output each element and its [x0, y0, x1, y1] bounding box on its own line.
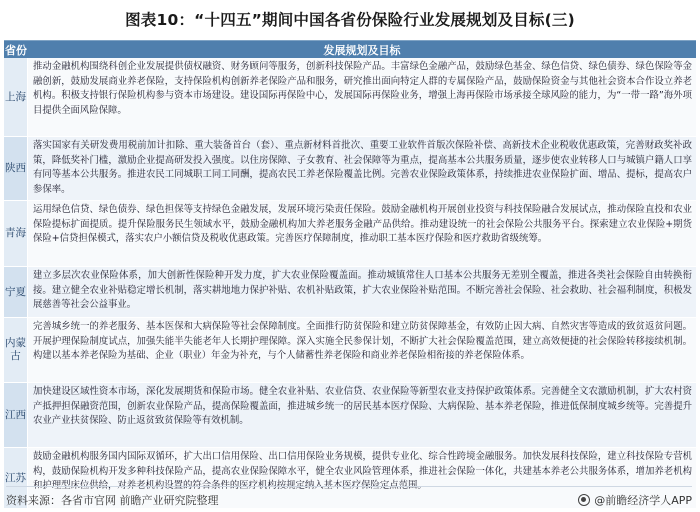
table-row	[4, 201, 696, 267]
row-province: 内蒙古	[4, 318, 28, 382]
source-note: 资料来源：各省市官网 前瞻产业研究院整理	[6, 494, 219, 507]
row-text: 落实国家有关研发费用税前加计扣除、重大装备首台（套）、重点新材料首批次、重要工业软件首版次保险补偿、高新技术企业税收优惠政策，完善财政奖补政策，降低奖补门槛，激励企业提高研发投入强度。以住房保障、子女教育、社会保障等为重点，提高基本公共服务质量，逐步使农业转移人口与城镇户籍人口享有同等基本公共服务。推进农民工同城职工同工同酬，提高农民工养老保险覆盖比例。完善农业保险政策体系，持续推进农业保险扩面、增品、提标，提高农户参保率。	[28, 137, 696, 200]
row-province: 上海	[4, 58, 28, 136]
row-text: 推动金融机构围绕科创企业发展提供债权融资、财务顾问等服务，创新科技保险产品。丰富绿色金融产品，鼓励绿色基金、绿色信贷、绿色债券、绿色保险等金融创新，鼓励发展商业养老保险，支持保险机构创新养老保险产品和服务，研究推出面向特定人群的专属保险产品，鼓励保险资金与其他社会资本合作设立养老机构。积极支持银行保险机构参与资本市场建设。建设国际再保险中心，发展国际再保险业务，增强上海再保险市场承接全球风险的能力，为“一带一路”海外项目提供全面风险保障。	[28, 58, 696, 136]
row-province: 青海	[4, 201, 28, 266]
header-plan: 发展规划及目标	[323, 43, 401, 57]
row-text: 鼓励金融机构服务国内国际双循环，扩大出口信用保险、出口信用保险业务规模，提供专业化、综合性跨境金融服务。加快发展科技保险，建立科技保险专营机构，鼓励保险机构开发多种科技保险产品，提高农业保险保障水平，健全农业风险管理体系，推进社会保险一体化，共建基本养老公共服务体系，增加养老机构和护理型床位供给，对养老机构设置的符合条件的医疗机构按规定纳入基本医疗保险定点范围。	[28, 448, 696, 508]
header-province: 省份	[5, 43, 27, 57]
table-row	[4, 58, 696, 137]
row-province: 宁夏	[4, 267, 28, 317]
table-row	[4, 267, 696, 318]
footer	[6, 486, 692, 509]
row-province: 江苏	[4, 448, 28, 508]
row-province: 陕西	[4, 137, 28, 200]
brand	[578, 492, 692, 508]
table-row	[4, 137, 696, 201]
page-title: 图表10：“十四五”期间中国各省份保险行业发展规划及目标(三)	[125, 11, 575, 29]
row-text: 运用绿色信贷、绿色债券、绿色担保等支持绿色金融发展，发展环境污染责任保险。鼓励金融机构开展创业投资与科技保险融合发展试点，推动保险直投和农业保险提标扩面提质。提升保险服务民生领域水平，鼓励金融机构加大养老服务金融产品供给。推动建设统一的社会保险公共服务平台。探索建立农业保险+期货保险+信贷担保模式，落实农户小额信贷及税收优惠政策。完善医疗保障制度，推动职工基本医疗保险和医疗救助省级统筹。	[28, 201, 696, 266]
table-header	[4, 41, 696, 58]
row-province: 江西	[4, 383, 28, 447]
brand-logo-icon	[578, 494, 590, 506]
plan-table	[4, 40, 696, 509]
table-row	[4, 318, 696, 383]
row-text: 加快建设区域性资本市场，深化发展期货和保险市场。健全农业补贴、农业信贷、农业保险等新型农业支持保护政策体系。完善健全文农激励机制，扩大农村资产抵押担保融资范围，创新农业保险产品，提高保险覆盖面，推进城乡统一的居民基本医疗保险、大病保险、基本养老保险，推进低保制度城乡统等。完善提升农业产业扶贫保险、防止返贫致贫保险等有效机制。	[28, 383, 696, 447]
row-text: 建立多层次农业保险体系，加大创新性保险种开发力度，扩大农业保险覆盖面。推动城镇常住人口基本公共服务无差别全覆盖，推进各类社会保险自由转换衔接。建立健全农业补贴稳定增长机制，落实耕地地力保护补贴、农机补贴政策，扩大农业保险补贴范围。不断完善社会保险、社会救助、社会福利制度，积极发展慈善等社会公益事业。	[28, 267, 696, 317]
table-row	[4, 383, 696, 448]
brand-label: @前瞻经济学人APP	[594, 494, 692, 507]
row-text: 完善城乡统一的养老服务、基本医保和大病保险等社会保障制度。全面推行防贫保险和建立防贫保障基金，有效防止因大病、自然灾害等造成的致贫返贫问题。开展护理保险制度试点，加强失能半失能老年人长期护理保障。深入实施全民参保计划，不断扩大社会保险覆盖范围，建立高效便捷的社会保险转移接续机制。构建以基本养老保险为基础、企业（职业）年金为补充，与个人储蓄性养老保险和商业养老保险相衔接的养老保险体系。	[28, 318, 696, 382]
